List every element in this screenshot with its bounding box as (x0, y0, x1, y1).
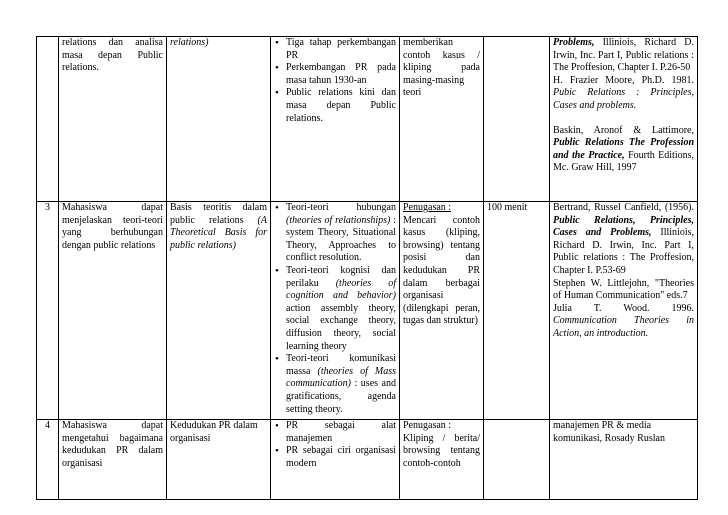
row-number (37, 37, 59, 202)
table-row (37, 202, 698, 420)
reference-title: Public Relations, Principles, Cases and Problems, (553, 214, 694, 239)
table-row (37, 420, 698, 500)
task-text: Kliping / berita/ browsing tentang contoh-contoh (403, 432, 480, 469)
reference-item (553, 125, 694, 175)
reference-title: Pubic Relations : Principles, Cases and problems. (553, 87, 694, 111)
reference-text: H. Frazier Moore, Ph.D. 1981. (553, 74, 694, 86)
list-item: • Teori-teori hubungan (theories of relationships) : system Theory, Situational Theory, Approaches to conflict resolution. (286, 202, 396, 265)
list-item: • Perkembangan PR pada masa tahun 1930-an (286, 62, 396, 87)
objective-cell: Mahasiswa dapat menjelaskan teori-teori yang berhubungan dengan public relations (59, 202, 167, 420)
list-item: • Teori-teori komunikasi massa (theories of Mass communication) : uses and gratifications, agenda setting theory. (286, 353, 396, 416)
row-number: 4 (37, 420, 59, 500)
task-cell (400, 202, 484, 420)
reference-title: Communication Theories in Action, an introduction. (553, 315, 694, 339)
task-heading: Penugasan : (403, 202, 452, 213)
list-item: • Public relations kini dan masa depan Public relations. (286, 87, 396, 125)
row-number: 3 (37, 202, 59, 420)
references-cell (550, 37, 698, 202)
reference-item (553, 37, 694, 75)
reference-text: Illiniois, Richard D. Irwin, Inc. Part I, Public relations : The Proffesion, Chapter I. P.26-50 (553, 37, 694, 74)
reference-title: Problems, (553, 37, 595, 48)
syllabus-table (36, 36, 698, 500)
reference-text: Stephen W. Littlejohn, "Theories of Human Communication" eds.7 (553, 277, 694, 302)
list-item: • PR sebagai alat manajemen (286, 420, 396, 445)
reference-title: Public Relations The Profession and the Practice, (553, 137, 694, 161)
task-text: Mencari contoh kasus (kliping, browsing) tentang posisi dan kedudukan PR dalam berbagai organisasi (403, 214, 480, 302)
material-text: Basis teoritis dalam public relations (170, 202, 267, 226)
material-cell: relations) (167, 37, 271, 202)
list-item: • PR sebagai ciri organisasi modern (286, 445, 396, 470)
reference-text: Bertrand, Russel Canfield, (1956). (553, 202, 694, 213)
reference-item (553, 303, 694, 341)
objective-cell: relations dan analisa masa depan Public relations. (59, 37, 167, 202)
table-row (37, 37, 698, 202)
reference-text: Illiniois, Richard D. Irwin, Inc. Part I, Public relations : The Proffesion, Chapter I. P.53-69 (553, 227, 694, 276)
time-cell (484, 37, 550, 202)
points-cell (271, 37, 400, 202)
task-cell: memberikan contoh kasus / kliping pada masing-masing teori (400, 37, 484, 202)
points-cell (271, 202, 400, 420)
references-cell (550, 202, 698, 420)
material-text-italic: (A Theoretical Basis for public relations) (170, 214, 267, 251)
task-text: (dilengkapi peran, tugas dan struktur) (403, 302, 480, 327)
reference-item (553, 278, 694, 303)
reference-text: Julia T. Wood. 1996. (553, 302, 694, 314)
task-cell (400, 420, 484, 500)
time-cell (484, 420, 550, 500)
list-item: • Teori-teori kognisi dan perilaku (theories of cognition and behavior) action assembly theory, social exchange theory, diffusion theory, social learning theory (286, 265, 396, 353)
references-cell: manajemen PR & media komunikasi, Rosady Ruslan (550, 420, 698, 500)
time-cell: 100 menit (484, 202, 550, 420)
task-heading: Penugasan : (403, 420, 452, 431)
material-cell: Kedudukan PR dalam organisasi (167, 420, 271, 500)
reference-text: Baskin, Aronof & Lattimore, (553, 124, 694, 136)
material-cell (167, 202, 271, 420)
reference-text: Fourth Editions, Mc. Graw Hill, 1997 (553, 149, 695, 174)
list-item: • Tiga tahap perkembangan PR (286, 37, 396, 62)
reference-item (553, 202, 694, 278)
points-cell (271, 420, 400, 500)
reference-item (553, 75, 694, 113)
objective-cell: Mahasiswa dapat mengetahui bagaimana kedudukan PR dalam organisasi (59, 420, 167, 500)
